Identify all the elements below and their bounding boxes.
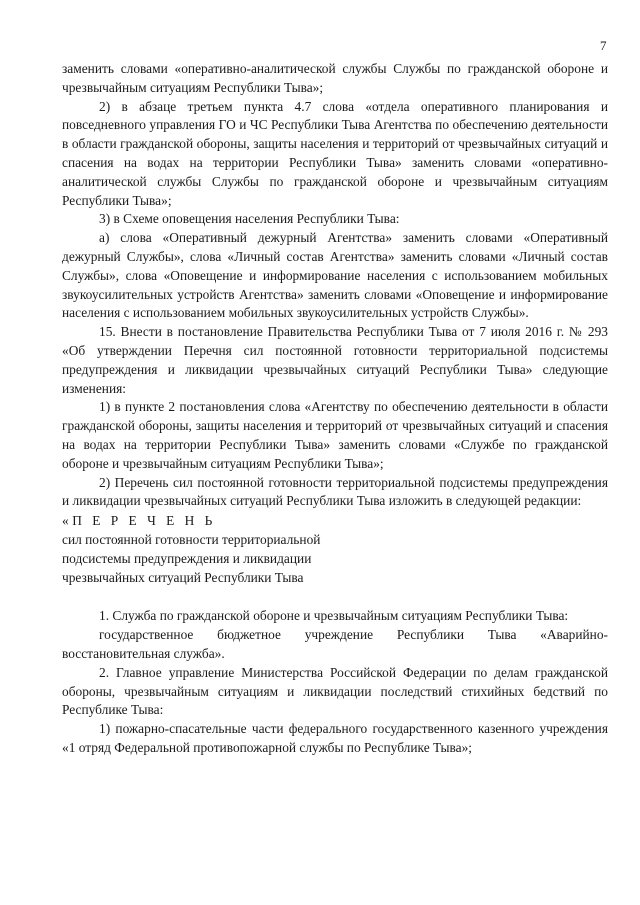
list-item: государственное бюджетное учреждение Республики Тыва «Аварийно-восстановительная служба». <box>62 627 608 661</box>
list-item: 2. Главное управление Министерства Российской Федерации по делам гражданской обороны, чрезвычайным ситуациям и ликвидации последствий стихийных бедствий по Республике Тыва: <box>62 664 608 718</box>
paragraph: 3) в Схеме оповещения населения Республики Тыва: <box>99 211 400 227</box>
list-item: 1) пожарно-спасательные части федерального государственного казенного учреждения «1 отряд Федеральной противопожарной службы по Республике Тыва»; <box>62 721 608 755</box>
paragraph: заменить словами «оперативно-аналитической службы Службы по гражданской обороне и чрезвычайным ситуациям Республики Тыва»; <box>62 61 608 95</box>
list-heading <box>62 512 608 587</box>
page-number: 7 <box>600 38 607 53</box>
list-item: 1. Служба по гражданской обороне и чрезвычайным ситуациям Республики Тыва: <box>99 608 569 624</box>
paragraph: 1) в пункте 2 постановления слова «Агентству по обеспечению деятельности в области гражданской обороны, защиты населения и территорий от чрезвычайных ситуаций и спасения на водах на территории Республики Тыва» заменить словами «Службе по гражданской обороне и чрезвычайным ситуациям Республики Тыва»; <box>62 399 608 471</box>
list-heading-line: сил постоянной готовности территориальной <box>62 531 321 547</box>
document-body <box>62 60 608 758</box>
list-heading-line: подсистемы предупреждения и ликвидации <box>62 550 312 566</box>
amendments-section <box>62 60 608 511</box>
paragraph: а) слова «Оперативный дежурный Агентства» заменить словами «Оперативный дежурный Службы», слова «Личный состав Агентства» заменить словами «Личный состав Службы», слова «Оповещение и информирование населения с использованием мобильных звукоусилительных устройств Агентства» заменить словами «Оповещение и информирование населения с использованием мобильных звукоусилительных устройств Службы». <box>62 230 608 321</box>
paragraph: 2) Перечень сил постоянной готовности территориальной подсистемы предупреждения и ликвидации чрезвычайных ситуаций Республики Тыва изложить в следующей редакции: <box>62 474 608 509</box>
paragraph: 2) в абзаце третьем пункта 4.7 слова «отдела оперативного планирования и повседневного управления ГО и ЧС Республики Тыва Агентства по обеспечению деятельности в области гражданской обороны, защиты населения и территорий от чрезвычайных ситуаций и спасения на водах на территории Республики Тыва» заменить словами «оперативно-аналитической службы Службы по гражданской обороне и чрезвычайным ситуациям Республики Тыва»; <box>62 98 608 208</box>
paragraph: 15. Внести в постановление Правительства Республики Тыва от 7 июля 2016 г. № 293 «Об утверждении Перечня сил постоянной готовности территориальной подсистемы предупреждения и ликвидации чрезвычайных ситуаций Республики Тыва» следующие изменения: <box>62 324 608 396</box>
list-heading-line: чрезвычайных ситуаций Республики Тыва <box>62 569 304 585</box>
forces-list <box>62 607 608 757</box>
list-heading-title: «П Е Р Е Ч Е Н Ь <box>62 513 216 529</box>
